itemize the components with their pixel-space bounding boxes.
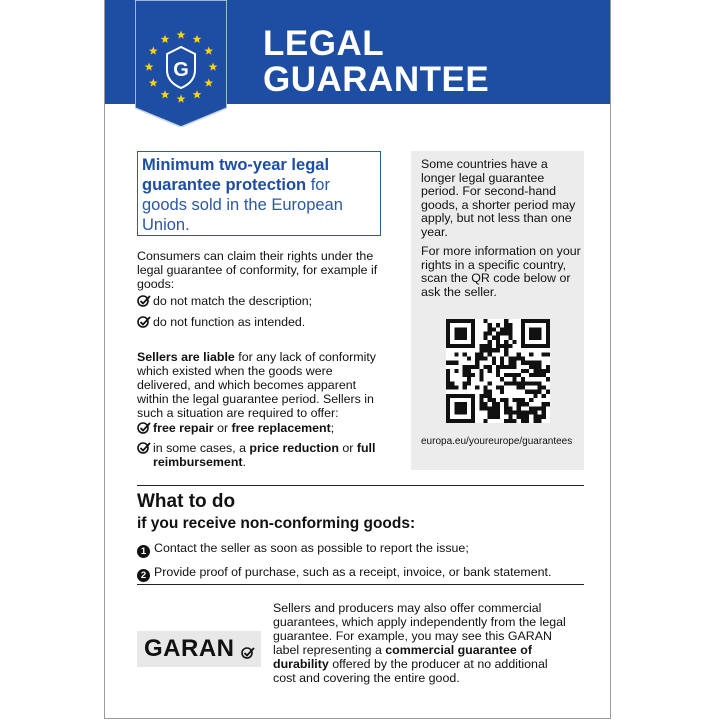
step-1-text: Contact the seller as soon as possible to report the issue;: [154, 541, 469, 555]
promo-bold: Minimum two-year legal guarantee protection: [142, 156, 330, 194]
remedy-2-connector: or: [338, 441, 357, 455]
remedy-2-start: in some cases, a: [153, 441, 250, 455]
check-hand-icon: [137, 421, 151, 434]
eu-emblem-icon: [135, 0, 227, 127]
garan-label-text: GARAN: [144, 635, 235, 662]
promo-rest: for goods sold in the European Union.: [142, 176, 343, 234]
section-divider: [137, 485, 584, 486]
step-2-text: Provide proof of purchase, such as a receipt, invoice, or bank statement.: [154, 565, 552, 579]
check-hand-icon: [137, 315, 151, 328]
free-replacement-text: free replacement: [231, 421, 331, 435]
step-1-number-icon: 1: [137, 545, 150, 558]
section-divider: [137, 584, 584, 585]
info-sidebar: [411, 151, 584, 470]
legal-guarantee-notice: [104, 0, 611, 719]
title-line-1: LEGAL: [263, 24, 385, 63]
what-to-do-heading: What to do: [137, 491, 236, 512]
check-hand-icon: [137, 441, 151, 454]
guarantees-url-link[interactable]: europa.eu/youreurope/guarantees: [421, 436, 573, 447]
page-title: [263, 26, 489, 98]
sidebar-paragraph-2: For more information on your rights in a specific country, scan the QR code below or ask the seller.: [421, 244, 581, 299]
remedy-1-connector: or: [213, 421, 232, 435]
full-reimbursement-text: full reimbursement: [153, 441, 376, 469]
emblem-letter: G: [173, 59, 189, 81]
commercial-guarantee-text: [273, 601, 573, 685]
commercial-text-bold: commercial guarantee of durability: [273, 643, 532, 671]
remedy-2-end: .: [242, 455, 246, 469]
sellers-bold: Sellers are liable: [137, 350, 235, 364]
commercial-text-b: offered by the producer at no additional cost and covering the entire good.: [273, 657, 548, 685]
free-repair-text: free repair: [153, 421, 214, 435]
garan-label: [137, 631, 261, 667]
step-2-number-icon: 2: [137, 569, 150, 582]
sidebar-paragraph-1: Some countries have a longer legal guarantee period. For second-hand goods, a shorter period may apply, but not less than one year.: [421, 157, 576, 239]
step-2: [137, 565, 551, 582]
remedy-1-end: ;: [330, 421, 335, 435]
sellers-rest: for any lack of conformity which existed when the goods were delivered, and which becomes apparent within the legal guarantee period. Sellers in such a situation are required to offer:: [137, 350, 376, 420]
header-banner: [105, 0, 610, 104]
check-item-2-text: do not function as intended.: [153, 315, 306, 329]
title-line-2: GUARANTEE: [263, 60, 490, 99]
qr-code[interactable]: [446, 319, 550, 423]
intro-text: Consumers can claim their rights under the legal guarantee of conformity, for example if goods:: [137, 249, 378, 291]
what-to-do-subheading: if you receive non-conforming goods:: [137, 515, 416, 532]
check-hand-icon: [241, 646, 255, 659]
promo-box: [137, 151, 381, 236]
check-item-1-text: do not match the description;: [153, 294, 313, 308]
sellers-liability-text: [137, 350, 387, 420]
step-1: [137, 541, 469, 558]
price-reduction-text: price reduction: [249, 441, 339, 455]
commercial-text-a: Sellers and producers may also offer commercial guarantees, which apply independently from the legal guarantee. For example, you may see this GARAN label representing a: [273, 601, 566, 657]
check-hand-icon: [137, 294, 151, 307]
